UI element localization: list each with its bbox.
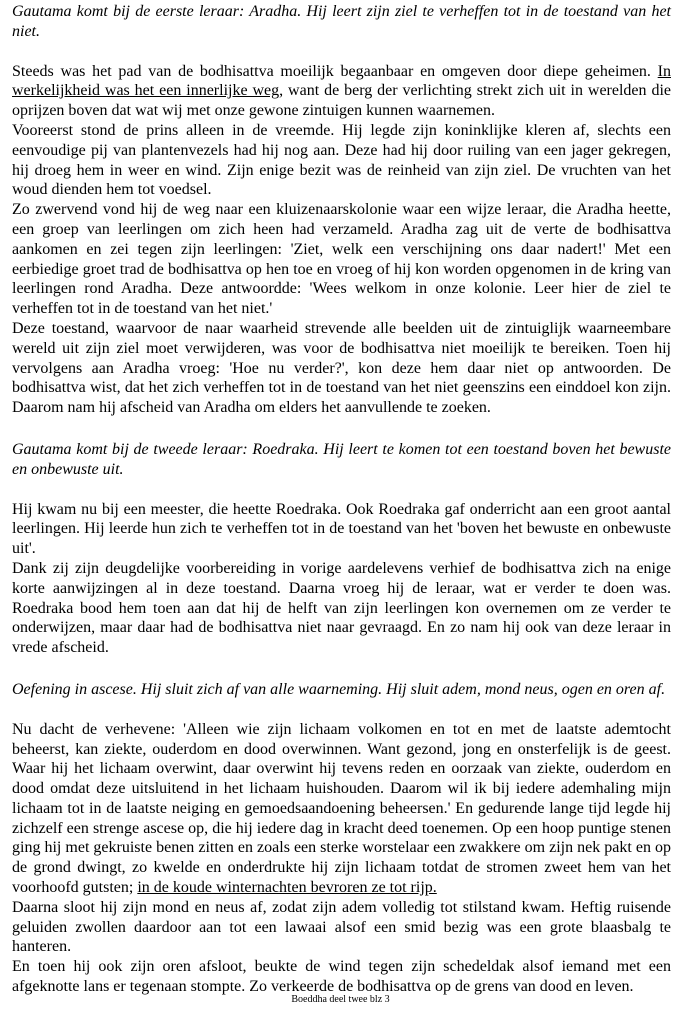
section-heading-aradha: Gautama komt bij de eerste leraar: Aradha. Hij leert zijn ziel te verheffen tot in de toestand van het niet. [12, 3, 671, 40]
section-spacer [12, 658, 671, 678]
paragraph: Daarna sloot hij zijn mond en neus af, zodat zijn adem volledig tot stilstand kwam. Heftig ruisende geluiden zwollen daardoor aan tot een lawaai alsof een smid bezig was een grote blaasbalg te hanteren. [12, 898, 671, 956]
section-heading-ascese: Oefening in ascese. Hij sluit zich af van alle waarneming. Hij sluit adem, mond neus, ogen en oren af. [12, 680, 666, 698]
paragraph: Zo zwervend vond hij de weg naar een kluizenaarskolonie waar een wijze leraar, die Aradha heette, een groep van leerlingen om zich heen had verzameld. Aradha zag uit de verte de bodhisattva aankomen en zei tegen zijn leerlingen: 'Ziet, welk een verschijning ons daar nadert!' Met een eerbiedige groet trad de bodhisattva op hen toe en vroeg of hij kon worden opgenomen in de kring van leerlingen rond Aradha. Deze antwoordde: 'Wees welkom in onze kolonie. Leer hier de ziel te verheffen tot in de toestand van het niet.' [12, 201, 671, 318]
page-footer: Boeddha deel twee blz 3 [291, 994, 390, 1005]
paragraph [12, 720, 671, 898]
paragraph: Vooreerst stond de prins alleen in de vreemde. Hij legde zijn koninklijke kleren af, slechts een eenvoudige pij van plantenvezels had hij nog aan. Deze had hij door ruiling van een jager gekregen, hij droeg hem in weer en wind. Zijn enige bezit was de reinheid van zijn ziel. De vruchten van het woud dienden hem tot voedsel. [12, 121, 671, 199]
paragraph-text: Steeds was het pad van de bodhisattva moeilijk begaanbaar en omgeven door diepe geheimen. [12, 62, 658, 80]
underlined-text: in de koude winternachten bevroren ze tot rijp. [137, 879, 437, 897]
paragraph: Deze toestand, waarvoor de naar waarheid strevende alle beelden uit de zintuiglijk waarneembare wereld uit zijn ziel moet verwijderen, was voor de bodhisattva niet moeilijk te bereiken. Toen hij vervolgens aan Aradha vroeg: 'Hoe nu verder?', kon deze hem daar niet op antwoorden. De bodhisattva wist, dat het zich verheffen tot in de toestand van het niet geenszins een einddoel kon zijn. Daarom nam hij afscheid van Aradha om elders het aanvullende te zoeken. [12, 319, 671, 417]
underlined-text: In werkelijkheid was het een innerlijke weg [12, 62, 671, 100]
paragraph-text: Nu dacht de verhevene: 'Alleen wie zijn lichaam volkomen en tot en met de laatste ademtocht beheerst, kan ziekte, ouderdom en dood overwinnen. Want gezond, jong en onsterfelijk is de geest. Waar hij het lichaam overwint, daar overwint hij tevens reden en oorzaak van ziekte, ouderdom en dood omdat deze uitsluitend in het lichaam huishouden. Daarom wil ik bij iedere ademhaling mijn lichaam tot in de laatste neiging en gemoedsaandoening beheersen.' En gedurende lange tijd legde hij zichzelf een strenge ascese op, die hij iedere dag in kracht deed toenemen. Op een hoop puntige stenen ging hij met gekruiste benen zitten en zoals een sterke worstelaar een zwakkere om zijn nek pakt en op de grond dwingt, zo kwelde en onderdrukte hij zijn lichaam totdat de stromen zweet hem van het voorhoofd gutsten; [12, 720, 671, 897]
paragraph-text: , want de berg der verlichting strekt zich uit in werelden die oprijzen boven dat wat wij met onze gewone zintuigen kunnen waarnemen. [12, 82, 671, 120]
paragraph: Dank zij zijn deugdelijke voorbereiding in vorige aardelevens verhief de bodhisattva zich na enige korte aanwijzingen al in deze toestand. Daarna vroeg hij de leraar, wat er verder te doen was. Roedraka bood hem toen aan dat hij de helft van zijn leerlingen kon overnemen om ze verder te onderwijzen, maar daar had de bodhisattva niet naar gevraagd. En zo nam hij ook van deze leraar in vrede afscheid. [12, 559, 671, 657]
paragraph [12, 62, 671, 121]
paragraph: Hij kwam nu bij een meester, die heette Roedraka. Ook Roedraka gaf onderricht aan een groot aantal leerlingen. Hij leerde hun zich te verheffen tot in de toestand van het 'boven het bewuste en onbewuste uit'. [12, 500, 671, 558]
paragraph: En toen hij ook zijn oren afsloot, beukte de wind tegen zijn schedeldak alsof iemand met een afgeknotte lans er tegenaan stompte. Zo verkeerde de bodhisattva op de grens van dood en leven. [12, 958, 671, 996]
section-heading-roedraka: Gautama komt bij de tweede leraar: Roedraka. Hij leert te komen tot een toestand boven het bewuste en onbewuste uit. [12, 440, 671, 478]
section-spacer [12, 418, 671, 438]
